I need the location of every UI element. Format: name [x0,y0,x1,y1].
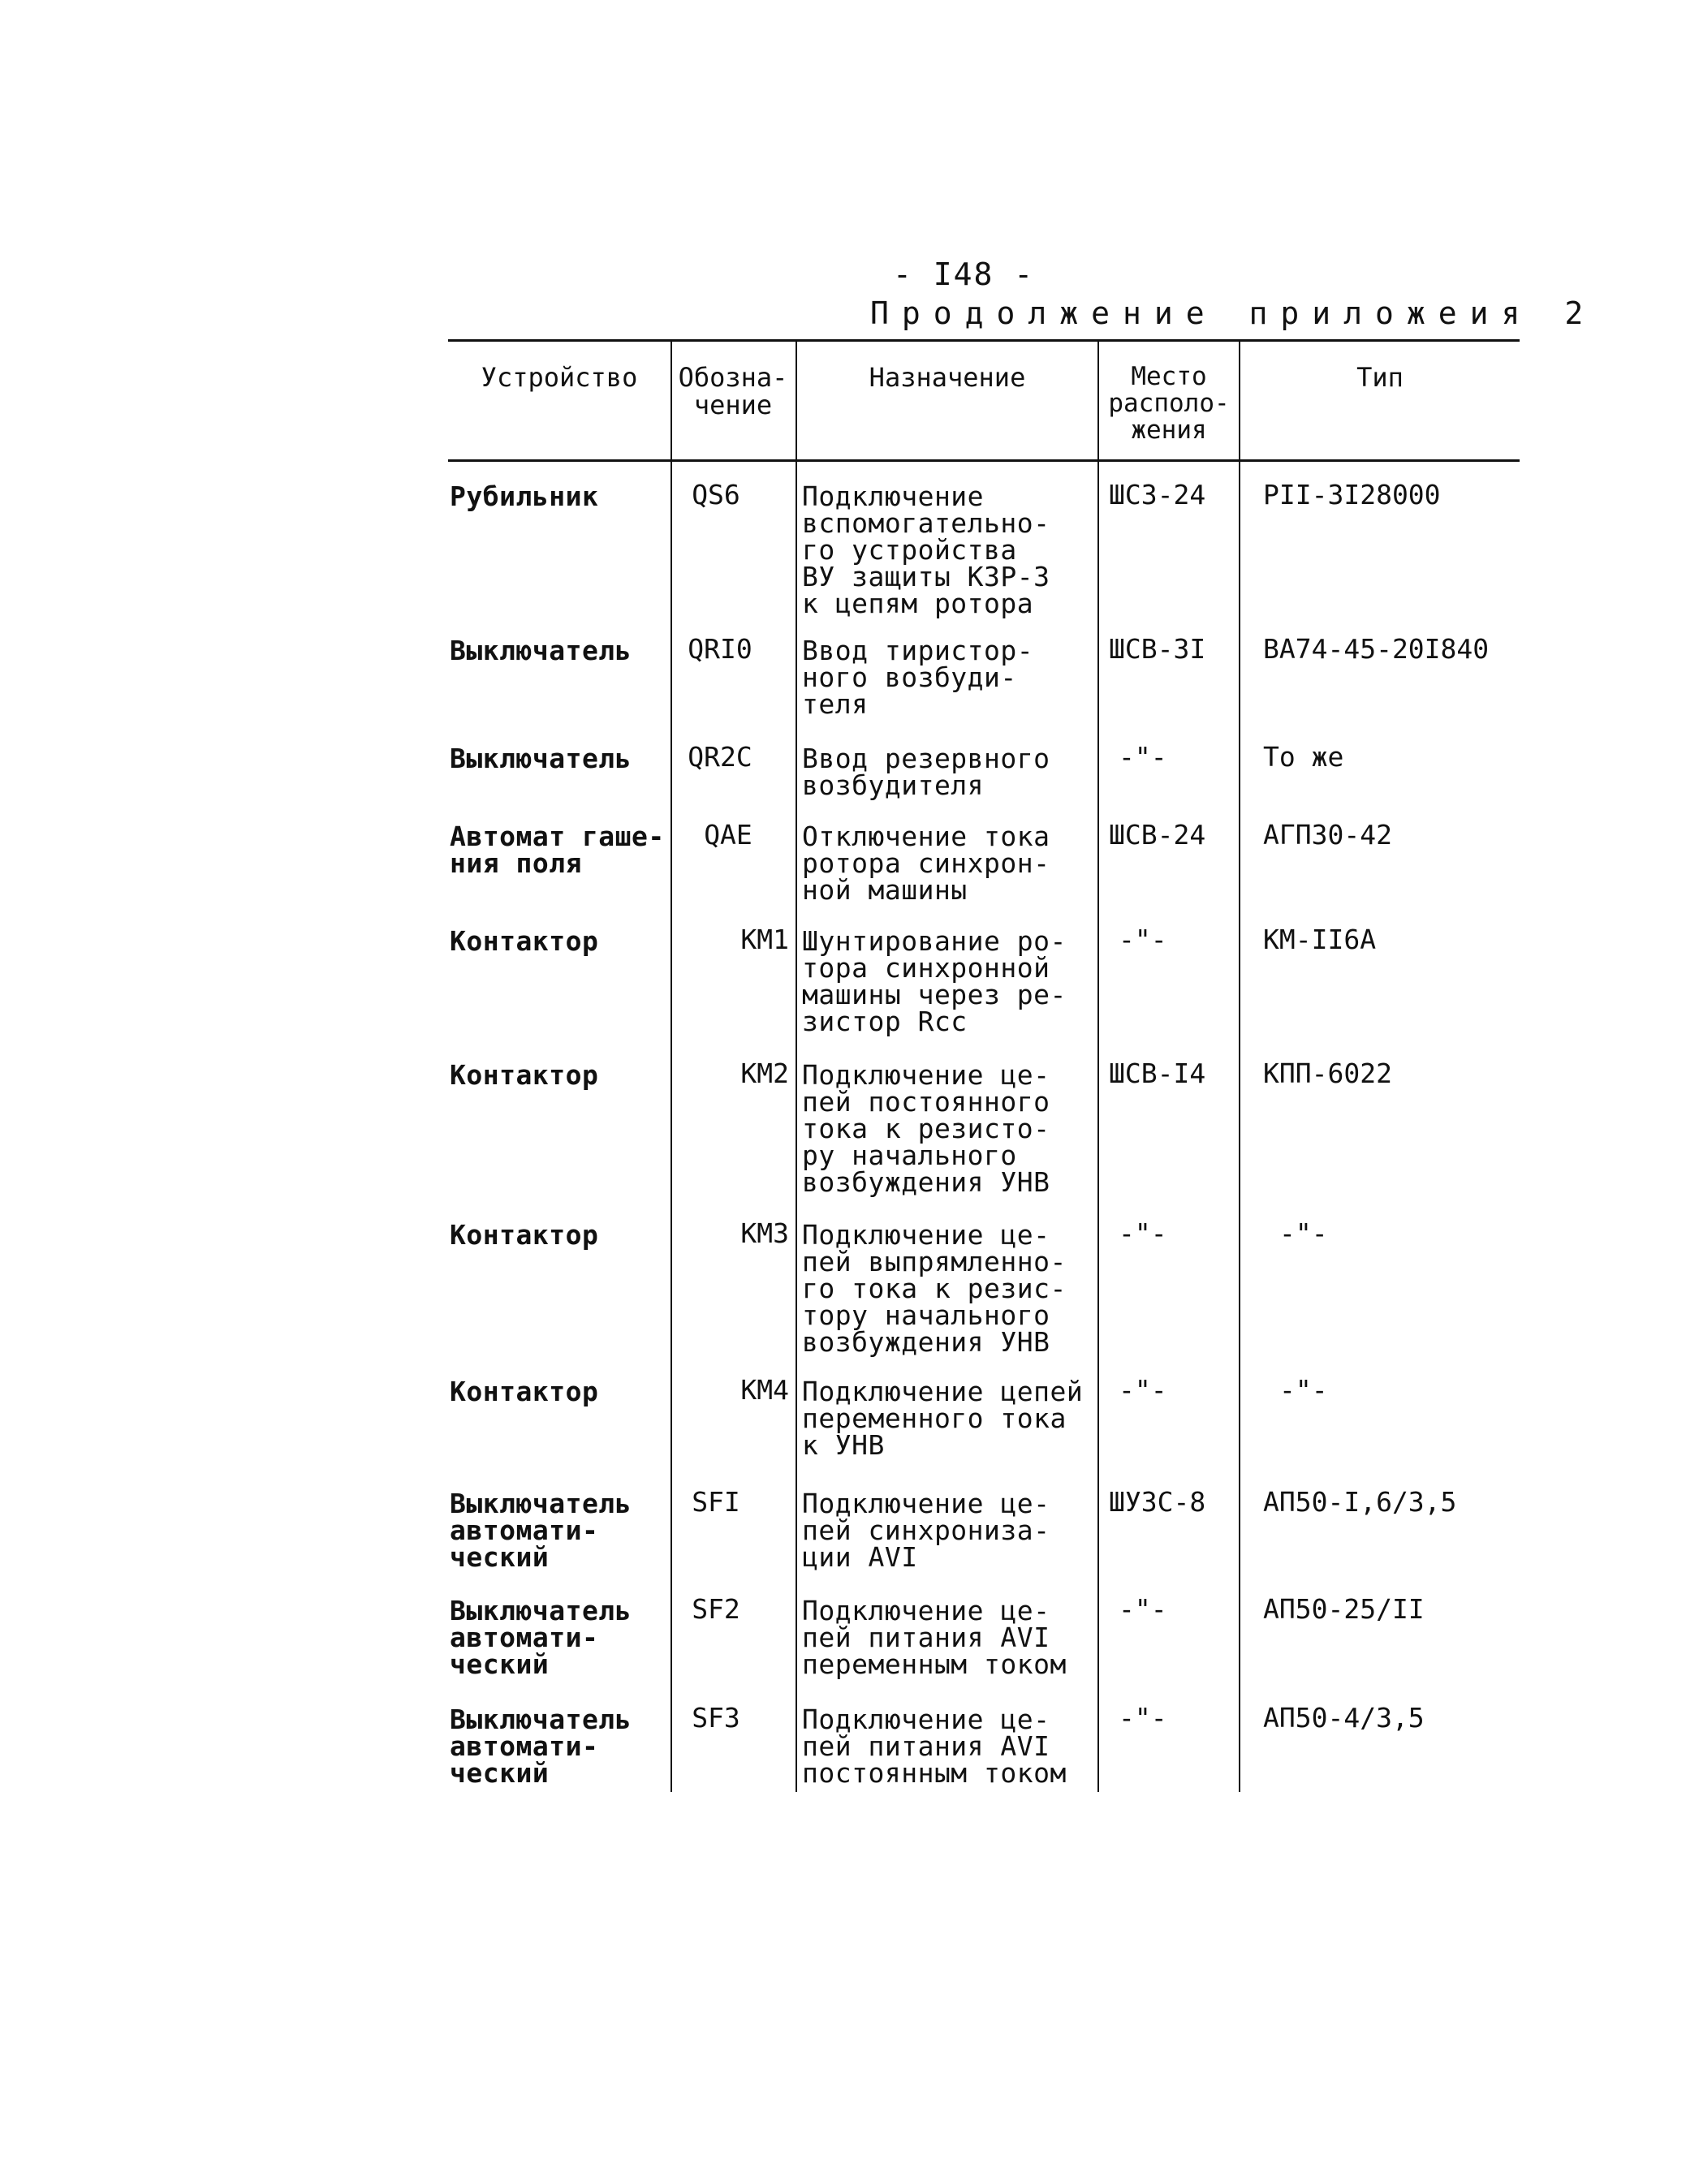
row-type: АП50-25/II [1263,1593,1425,1625]
row-location: ШСЗ-24 [1109,479,1206,510]
row-purpose: Ввод резервного возбудителя [802,743,1050,801]
row-designation: QS6 [692,479,740,510]
row-device: Контактор [450,1059,599,1091]
row-type: -"- [1279,1217,1328,1249]
row-device: Выключатель [450,743,632,774]
row-location: ШСВ-I4 [1109,1058,1206,1089]
row-type: АП50-4/3,5 [1263,1702,1425,1734]
header-bottom-rule [448,459,1520,462]
row-device: Выключатель автомати- ческий [450,1704,632,1789]
row-type: КПП-6022 [1263,1058,1392,1089]
header-device: Устройство [481,362,638,393]
row-type: АГП30-42 [1263,819,1392,851]
row-location: ШУЗС-8 [1109,1486,1206,1518]
equipment-table [448,339,1520,1792]
row-purpose: Подключение це- пей синхрониза- ции AVI [802,1488,1050,1573]
row-purpose: Ввод тиристор- ного возбуди- теля [802,635,1034,720]
row-device: Выключатель [450,635,632,666]
row-device: Автомат гаше- ния поля [450,821,665,879]
row-designation: QAE [704,819,752,851]
row-location: -"- [1119,741,1167,773]
row-purpose: Подключение це- пей питания AVI переменным током [802,1595,1067,1680]
row-purpose: Отключение тока ротора синхрон- ной машины [802,821,1050,906]
column-divider [796,339,797,1792]
row-designation: КМ2 [740,1058,789,1089]
row-type: ВА74-45-20I840 [1263,633,1490,665]
continuation-heading: Продолжение приложеия 2 [870,295,1597,331]
row-purpose: Подключение це- пей постоянного тока к резисто- ру начального возбуждения УНВ [802,1059,1050,1198]
row-type: То же [1263,741,1344,773]
row-device: Выключатель автомати- ческий [450,1488,632,1573]
row-designation: SFI [692,1486,740,1518]
row-location: -"- [1119,1702,1167,1734]
row-designation: SF2 [692,1593,740,1625]
row-purpose: Подключение це- пей питания AVI постоянным током [802,1704,1067,1789]
row-location: ШСВ-3I [1109,633,1206,665]
row-purpose: Подключение вспомогательно- го устройства ВУ защиты КЗР-3 к цепям ротора [802,480,1050,619]
row-location: -"- [1119,1217,1167,1249]
row-location: -"- [1119,1593,1167,1625]
row-location: -"- [1119,1374,1167,1406]
row-type: АП50-I,6/3,5 [1263,1486,1457,1518]
row-designation: КМ3 [740,1217,789,1249]
column-divider [1097,339,1099,1792]
header-location: Место располо- жения [1108,362,1230,445]
row-designation: QRI0 [688,633,752,665]
header-purpose: Назначение [869,362,1026,393]
row-device: Контактор [450,925,599,957]
row-location: -"- [1119,924,1167,955]
row-designation: КМ4 [740,1374,789,1406]
row-designation: SF3 [692,1702,740,1734]
row-purpose: Подключение це- пей выпрямленно- го тока к резис- тору начального возбуждения УНВ [802,1219,1067,1358]
row-purpose: Шунтирование ро- тора синхронной машины через ре- зистор Rсс [802,925,1067,1037]
table-top-rule [448,339,1520,342]
row-designation: QR2C [688,741,752,773]
page-number: - I48 - [893,256,1035,292]
row-device: Контактор [450,1376,599,1407]
row-device: Рубильник [450,480,599,512]
row-designation: КМ1 [740,924,789,955]
row-type: РII-3I28000 [1263,479,1441,510]
header-type: Тип [1356,362,1404,393]
header-designation: Обозна- чение [678,362,788,420]
row-location: ШСВ-24 [1109,819,1206,851]
row-type: -"- [1279,1374,1328,1406]
row-purpose: Подключение цепей переменного тока к УНВ [802,1376,1084,1461]
row-type: КМ-II6А [1263,924,1377,955]
row-device: Контактор [450,1219,599,1251]
row-device: Выключатель автомати- ческий [450,1595,632,1680]
